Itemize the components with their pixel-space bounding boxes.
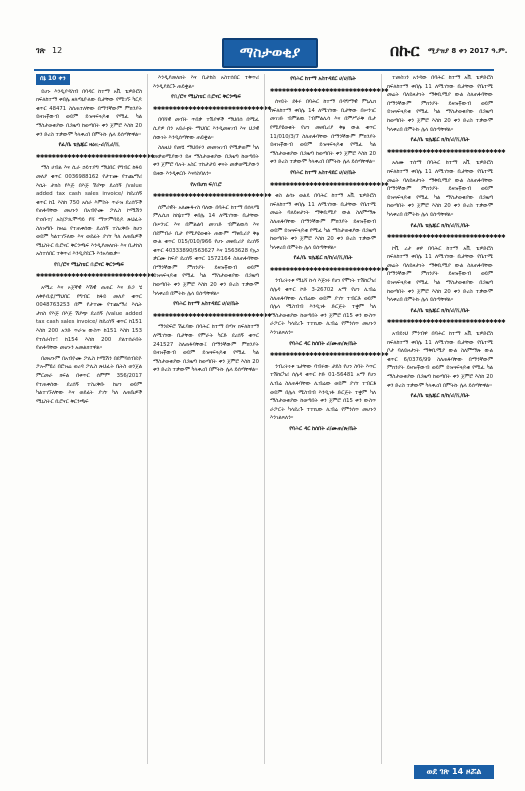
notice-paragraph: ንብረትነቱ ሚኒሻ ኩሳ እጅነሩ የሆነ የሞነት ተሽከርካሪ ሰሌዳ ቁጥር ኮድ 3-26702 አማ የሆነ ሊብሬ ስለጠፋባቸው ሊብሬው ወይም ያገኘ ተብርቶ ወይም በሌላ ሚስብብ እንዲገፋ ድርጅት ተቋም ካለ ማስታወቂያው ከወጣበት ቀን ጀምሮ በ15 ቀን ውስጥ ራፖርት ካላደረጉ ተተኪው ሊብሬ የምንሰጥ መሆኑን እንገልጻለን። [270, 278, 376, 337]
notice-divider: ✱✱✱✱✱✱✱✱✱✱✱✱✱✱✱✱✱✱✱✱✱✱✱✱✱✱✱✱✱✱ [36, 153, 155, 160]
notice-divider: ✱✱✱✱✱✱✱✱✱✱✱✱✱✱✱✱✱✱✱✱✱✱✱✱✱✱✱✱✱✱ [153, 193, 272, 200]
notice-signature: የፈ/ቤ ቴሌጁር ክ/ከ/ሪ/ሺ/ቤት [410, 307, 470, 314]
notice-divider: ✱✱✱✱✱✱✱✱✱✱✱✱✱✱✱✱✱✱✱✱✱✱✱✱✱✱✱✱✱✱ [270, 181, 389, 188]
notice-paragraph: ቂስ ልሳኑ ወልዴ በባሕር ከተማ አቪ ቴዎድሮስ ክፍለከተማ ቀበሌ 11 ለሚገኘው ቢታቸው የቤተሚ መሬት ባለይዞታነት ማቅቢሚያ ውል ስለምማጽ ስለጠፋባቸው በማንኛውም ምክንያት ይዛዝቾውብ ወይም ይዝጓፍጓዶቁ የሚፈ ካል ማስታወቂያው በጋዜጣ ከወጣበት ቀን ጀምሮ እስከ 20 ቀን ድረስ ተቃውሞ ካላቀረበ በምትኩ ሌላ ይሰጣቸዋል። [270, 193, 376, 251]
section-tag: ሰኔ 10 ቀን [36, 74, 70, 85]
publication-name: በኩር [390, 41, 420, 60]
notice-paragraph: በመሆኑም በአብዮሙ ፖሊስ ኮሚሽን በደምባሰብዴዮ ፖሎምዩሪ በሮዝሬ ወረዳ ፖሊስ ጽህፈት ቤትስ ወንጀል ምርመራ ክፍል በቀጥር ሰምም 356/2017 የተጠቀሰው ደረሰኝ ተስረቅቡ ከሆነ ወይም ካልተገኙለቸው እና ወደፊት ያገኘ ካለ ለጠቤዎች ሚኒስትር ቢሮናር ቅርንጫፍ [36, 355, 142, 405]
notice-signature: የፈ/ቤ ቴሌጁር ዛዕዚ-ሪ/ሺሪ/ሺ [58, 142, 120, 149]
notice-divider: ✱✱✱✱✱✱✱✱✱✱✱✱✱✱✱✱✱✱✱✱✱✱✱✱✱✱✱✱✱✱ [153, 105, 272, 112]
notice-signature: የባሕር ከተማ አስተዳደር ሀ/ሀ/ቤት [173, 301, 239, 308]
notice-signature: የቢ/ሮና ሚኒስቴር ቢሮናር ቅርንጫፍ [54, 261, 124, 268]
notice-paragraph: ሰምሪዊት አለሙፋኖስ ባለው በባሕር ከተማ በሰላሜ ምሊሲክ ከከኔተማ ቀበሌ 14 ለሚገኘው ቢታቸው በሠንገር እና በምልልባ መገገድ ብምልዉሳ እና በደምብራ ቢታ የሚያዩወቁት ጠውም ማፀቢሪያ ቅፅ ውል ቁጥር 015/010/966 የሆኑ መፀቢሪያ ደረሰኝ ቁጥር 40333890/563627 እና 1563628 የኢነ ቃርሙ ከፍያ ደረሰኝ ቁጥር 1572164 ስለጠፋባቸው በማንኛውም ምክንያት ይዛዝቾውብ ወይም ይዝጓፍጓዶቁ የሚፈ ካል ማስታወቂያው በጋዜጣ ከወጣበት ቀን ጀምሮ እስከ 20 ቀን ድረስ ተቃውሞ ካላቀረበ በምትኩ ሌላ ይሰጣቸዋል። [153, 204, 259, 297]
notice-signature: የፈ/ቤ ቴሌጁር ክ/ከ/ሪ/ሺ/ቤት [410, 222, 470, 229]
notice-paragraph: ማንደፍሮ ሽፈባው በባሕር ከተማ በጣና ክፍለከተማ ለሚገኘው ቢታቸው የምራት ካርድ ደረሰኝ ቁጥር 241527 ስለጠፋባቸው፤ በማንኛውም ምክንያት ይዛዝቾውብ ወይም ይዝጓፍጓዶቁ የሚፈ ካል ማስታወቂያው በጋዜጣ ከወጣበት ቀን ጀምሮ እስከ 20 ቀን ድረስ ተቃውሞ ካላቀረበ በምትኩ ሌላ ይሰጣቸዋል። [153, 324, 259, 374]
notice-paragraph: አለሙ ተሰማ በባሕር ከተማ አቪ ቴዎድሮስ ክፍለከተማ ቀበሌ 11 ለሚገኘው ቢታቸው የቤተሚ መሬት ባለይዞታነት ማቅቢሚያ ውል ስለጠፋባቸው በማንኛውም ምክንያት ይዛዝቾውብ ወይም ይዝጓፍጓዶቁ የሚፈ ካል ማስታወቂያው በጋዜጣ ከወጣበት ቀን ጀምሮ እስከ 20 ቀን ድረስ ተቃውሞ ካላቀረበ በምትኩ ሌላ ይሰጣቸዋል። [387, 160, 493, 218]
column-2 [153, 74, 272, 764]
notice-paragraph: ማስ ሀብል እና ሲራ ኃይተያግ ማህበር የግብር ከፋይ መለያ ቁጥር 0036988162 የታተሙ የተጨማሪ እሴት ታክስ የእጅ በእጅ ሽያጭ ደረሰኝ /value added tax cash sales invoice/ ከደረሰኝ ቁጥር ከ1 እስከ 750 አሰራ እምስት ጥራዝ ደረሰኙች የጠፋባቸው መሆኑን በአብዮሙ ፖሊስ ኮሚሽን የገነቡተ/ አስ/ፖሊሞጣይ የሻ ማዦምባይዶ ጽህፈት ስለዝግቡ ከዛሬ የተጠቀሰው ደረሰኝ ተስረቅቡ ከሆነ ወይም ካልተገኙለው እና ወደፊት ያገኘ ካለ ለጠቤዎች ሚኒስትር ቢሮናር ቅርንጫፍ እንዲያመለክት እና ቢታከስ አስተሰበር ተቅጥሪ እንዲያደርጉ እንአሳዉቃ። [36, 165, 142, 258]
notice-paragraph: ይሆኑ እንዲያዳስብ በባዳር ከተማ አቪ ቴዎድሮስ ክፍለከተማ ቀበሌ ዘለጣኒዮለው ቢታቸው የሚገኙ ካርዶ ቁጥር 48471 ስሰጠተለቸው በማንኛውም ምክንያት ይዛዝቾውብ ወይም ይዝጓፍጓዶቁ የሚፈ ካል ማስታወቂያው በጋዜጣ ከወጣበት ቀን ጀምሮ እስከ 20 ቀን ድረስ ተቃውሞ ካላቀረበ በምትኩ ሌላ ይሰጣቸዋል። [36, 88, 142, 138]
notice-divider: ✱✱✱✱✱✱✱✱✱✱✱✱✱✱✱✱✱✱✱✱✱✱✱✱✱✱✱✱✱✱ [387, 319, 506, 326]
column-separator [381, 74, 382, 764]
notice-divider: ✱✱✱✱✱✱✱✱✱✱✱✱✱✱✱✱✱✱✱✱✱✱✱✱✱✱✱✱✱✱ [36, 273, 155, 280]
notice-paragraph: ንብረትነቱ ጌታቸው ባብሩው ታደስ የሆነ ስባት እጥር ተሽከርካሪ ሰሌዳ ቁጥር ኮድ 01-56481 አማ የሆነ ሊብሬ ስለጠፋባቸው ሊብሬው ወይም ያገኘ ተብርቶ ወይም በሌላ ሚስብብ እንዲገፋ ድርጅት ተቋም ካለ ማስታወቂያው ከወጣበት ቀን ጀምሮ በ15 ቀን ውስጥ ራፖርት ካላደረጉ ተተኪው ሊብሬ የምንሰጥ መሆኑን እንገልጻለን። [270, 363, 376, 422]
section-banner: ማስታወቂያ [222, 38, 318, 68]
notice-signature: የባሕር ዳር ከሰበት ሪ/ሙጠ/ጽ/ቤት [289, 340, 357, 347]
column-1 [36, 74, 155, 764]
notice-paragraph: ተመስገን አንዳው በባሕር ከተማ አቪ ቴዎድሮስ ክፍለከተማ ቀበሌ 11 ለሚገኘው ቢታቸው የቤተሚ መሬት ባለይዞታነት ማቅቢሚያ ውል ስለጠፋባቸው በማንኛውም ምክንያት ይዛዝቾውብ ወይም ይዝጓፍጓዶቁ የሚፈ ካል ማስታወቂያው በጋዜጣ ከወጣበት ቀን ጀምሮ እስከ 20 ቀን ድረስ ተቃውሞ ካላቀረበ በምትኩ ሌላ ይሰጣቸዋል። [387, 75, 493, 133]
notice-divider: ✱✱✱✱✱✱✱✱✱✱✱✱✱✱✱✱✱✱✱✱✱✱✱✱✱✱✱✱✱✱ [270, 87, 389, 94]
column-3 [270, 74, 389, 764]
continued-tag: ወደ ገጽ 14 ዞሯል [414, 765, 494, 779]
page-label: ገጽ [36, 46, 46, 55]
notice-paragraph: በባሻዊ መብት ጥበቃ ተሽያዋች ማህበሰ በሚፈ ሲያዎ በን አይራቲት ማህበር እንዲመዘገብ እና ህጋዊ ሰውነት እንዲሰጣቸው ጠይቋል። [153, 117, 259, 141]
notice-signature: የባሕር ከተማ አስተዳደር ሀ/ሀ/ቤት [290, 76, 356, 82]
notice-paragraph: ሰናይት ደፋሩ በባሕር ከተማ በዳግማዊ ምኒሊክ ክፍለከተማ ቀበሌ 14 ለሚገኘው ቢታቸው በሠንገር መገገድ ብምልዉ ፣ብምልሊሳ እና በምሥራቅ ቢታ የሚያዩወቁት የሆነ መፀቢሪያ ቅፅ ውል ቁጥር 11/010/3/7 ስለጠፋባቸው በማንኛውም ምክንያት ይዛዝቾውብ ወይም ይዝጓፍጓዶቁ የሚፈ ካል ማስታወቂያው በጋዜጣ ከወጣበት ቀን ጀምሮ እስከ 20 ቀን ድረስ ተቃውሞ ካላቀረበ በምትኩ ሌላ ይሰጣቸዋል። [270, 99, 376, 166]
notice-signature: የቢ/ሮና ሚኒስቴር ቢሮናር ቅርንጫፍ [171, 94, 241, 101]
notice-signature: የፈ/ቤ ቴሌጁር ክ/ከ/ሪ/ሺ/ቤት [410, 393, 470, 400]
notice-signature: የአብሆክ ፍ/ቢሮ [190, 181, 222, 188]
column-4 [387, 74, 506, 764]
notice-signature: የባሕር ዳር ከሰበት ሪ/ሙጠ/ጽ/ቤት [289, 425, 357, 432]
notice-divider: ✱✱✱✱✱✱✱✱✱✱✱✱✱✱✱✱✱✱✱✱✱✱✱✱✱✱✱✱✱✱ [387, 234, 506, 241]
header-rule [34, 69, 494, 71]
notice-paragraph: አሚረ እና ኦጀኛዊ እሽዊ ጠጠር እና ድጋ ሄ ለቅዮቢዬ/ማህበር የግብር ከፋይ መለያ ቁጥር 0048763253 በም የታተሙ የተጨማሪ እሴት ታክስ የእጅ በእጅ ሽያጭ ደረሰኝ /value added tax cash sales invoice/ ከደረሰኝ ቁጥር ከ151 እስከ 200 አንድ ጥራዝ ውስጥ ከ151 እስከ 153 የተሰራበተ፣ ከ154 እስከ 200 ያልተሰራበት የጠፋባቸው መሆኑን አመልክተዋል። [36, 285, 142, 352]
notice-signature: የባሕር ከተማ አስተዳደር ሀ/ሀ/ቤት [290, 169, 356, 176]
column-separator [264, 74, 265, 764]
notice-paragraph: እንዲያመለክት እና ቢታከስ አስተሰበር ተቅጥሪ እንዲያደርጉ ጠይቋል። [153, 75, 259, 90]
page-header [34, 38, 508, 68]
notice-signature: የፈ/ቤ ቴሌጁር ክ/ከ/ሪ/ሺ/ቤት [293, 255, 353, 262]
notice-divider: ✱✱✱✱✱✱✱✱✱✱✱✱✱✱✱✱✱✱✱✱✱✱✱✱✱✱✱✱✱✱ [387, 148, 506, 155]
notice-paragraph: ኮቪ ረታ ፀዋ በባሕር ከተማ አቪ ቴዎድሮስ ክፍለከተማ ቀበሌ 11 ለሚገኘው ቢታቸው የቤተሚ መሬት ባለይዞታነት ማቅቢሚያ ውል ስለጠፋባቸው በማንኛውም ምክንያት ይዛዝቾውብ ወይም ይዝጓፍጓዶቁ የሚፈ ካል ማስታወቂያው በጋዜጣ ከወጣበት ቀን ጀምሮ እስከ 20 ቀን ድረስ ተቃውሞ ካላቀረበ በምትኩ ሌላ ይሰጣቸዋል። [387, 245, 493, 304]
notice-divider: ✱✱✱✱✱✱✱✱✱✱✱✱✱✱✱✱✱✱✱✱✱✱✱✱✱✱✱✱✱✱ [153, 312, 272, 319]
issue-date: ሚያዝያ 8 ቀን 2017 ዓ.ም. [428, 47, 508, 55]
notice-signature: የፈ/ቤ ቴሌጁር ክ/ከ/ሪ/ሺ/ቤት [410, 137, 470, 144]
notice-paragraph: ስለዚህ የመሄ ማህበሩን መመዝገብ የሚቃወም ካለ መቃወሚያውን ይዞ ማስታወቂያው በጋዜጣ ከወጣበት ቀን ጀምሮ ባሉት አስር ተከታታይ ቀናት መቃወሚያውን ይዘው እንዲቀርቡ እናሳስባለን። [153, 145, 259, 177]
column-separator [147, 74, 148, 764]
notice-divider: ✱✱✱✱✱✱✱✱✱✱✱✱✱✱✱✱✱✱✱✱✱✱✱✱✱✱✱✱✱✱ [270, 352, 389, 359]
page-number: 12 [52, 46, 63, 55]
notice-paragraph: አብይነህ ምንብዋ በባሕር ከተማ አቪ ቴዎድሮስ ክፍለከተማ ቀበሌ 11 ለሚገኘው ቢታቸው የቤተሚ ቦታ ባለይዞታነት ማቅቢሚያ ውል ስለምማጽ ውል ቁጥር 6/0376/99 ስለጠፋባቸው በማንኛውም ምክንያት ይዛዝቾውብ ወይም ይዝጓፍጓዶቁ የሚፈ ካል ማስታወቂያው በጋዜጣ ከወጣበት ቀን ጀምሮ እስከ 20 ቀን ድረስ ተቃውሞ ካላቀረበ በምትኩ ሌላ ይሰጣቸዋል። [387, 331, 493, 389]
notice-divider: ✱✱✱✱✱✱✱✱✱✱✱✱✱✱✱✱✱✱✱✱✱✱✱✱✱✱✱✱✱✱ [270, 266, 389, 273]
